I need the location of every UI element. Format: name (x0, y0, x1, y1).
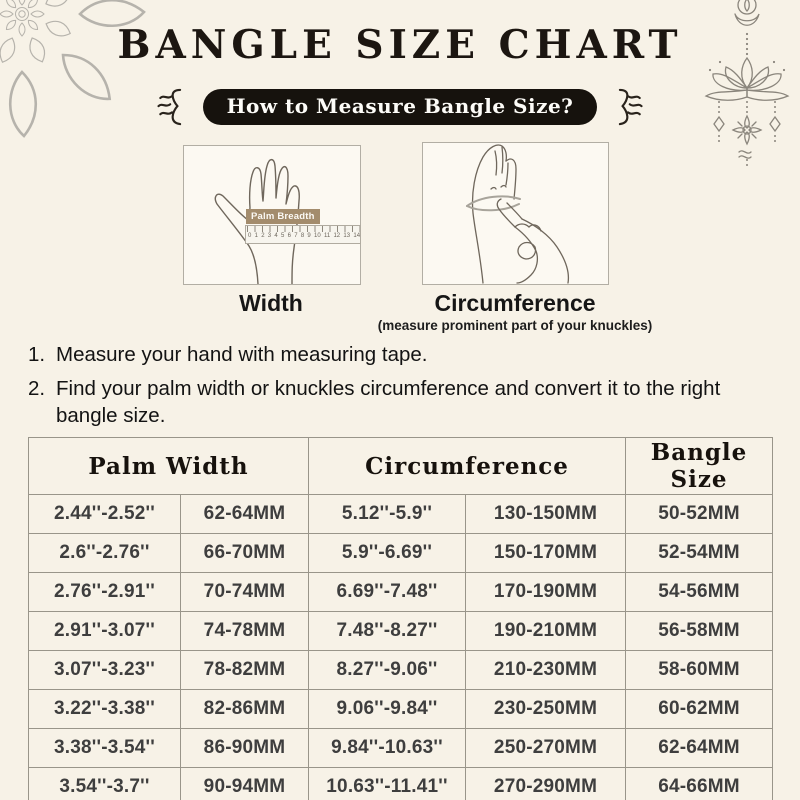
cell: 130-150MM (466, 495, 626, 534)
size-table (28, 437, 773, 800)
table-row (29, 768, 773, 800)
instruction-2 (28, 375, 776, 429)
table-row (29, 495, 773, 534)
cell: 5.12''-5.9'' (309, 495, 466, 534)
cell: 2.6''-2.76'' (29, 534, 181, 573)
col-header-circumference: Circumference (309, 438, 626, 495)
cell: 62-64MM (181, 495, 309, 534)
cell: 6.69''-7.48'' (309, 573, 466, 612)
hand-circumference-drawing-icon (423, 143, 608, 284)
cell: 86-90MM (181, 729, 309, 768)
circumference-caption-main: Circumference (434, 290, 596, 316)
cell: 2.76''-2.91'' (29, 573, 181, 612)
cell: 62-64MM (626, 729, 773, 768)
palm-breadth-label: Palm Breadth (246, 209, 320, 224)
instruction-1-text: Measure your hand with measuring tape. (56, 343, 428, 366)
cell: 2.44''-2.52'' (29, 495, 181, 534)
cell: 5.9''-6.69'' (309, 534, 466, 573)
instructions (28, 341, 776, 436)
table-header-row (29, 438, 773, 495)
cell: 7.48''-8.27'' (309, 612, 466, 651)
circumference-illustration (422, 142, 609, 285)
page-title: BANGLE SIZE CHART (117, 22, 683, 68)
cell: 9.84''-10.63'' (309, 729, 466, 768)
width-illustration (183, 145, 361, 285)
table-row (29, 534, 773, 573)
instruction-1 (28, 341, 776, 368)
cell: 250-270MM (466, 729, 626, 768)
cell: 9.06''-9.84'' (309, 690, 466, 729)
col-header-bangle-size: Bangle Size (626, 438, 773, 495)
cell: 60-62MM (626, 690, 773, 729)
cell: 2.91''-3.07'' (29, 612, 181, 651)
cell: 78-82MM (181, 651, 309, 690)
cell: 66-70MM (181, 534, 309, 573)
cell: 54-56MM (626, 573, 773, 612)
instruction-2-number: 2. (28, 377, 46, 401)
squiggle-left-icon (154, 86, 190, 128)
circumference-caption-sub: (measure prominent part of your knuckles) (377, 318, 653, 333)
ruler-numbers: 0 1 2 3 4 5 6 7 8 9 10 11 12 13 14 (248, 233, 361, 239)
table-row (29, 651, 773, 690)
table-row (29, 690, 773, 729)
table-row (29, 729, 773, 768)
col-header-palm-width: Palm Width (29, 438, 309, 495)
cell: 3.38''-3.54'' (29, 729, 181, 768)
cell: 70-74MM (181, 573, 309, 612)
width-caption: Width (239, 290, 303, 316)
cell: 3.22''-3.38'' (29, 690, 181, 729)
table-row (29, 612, 773, 651)
cell: 10.63''-11.41'' (309, 768, 466, 800)
cell: 150-170MM (466, 534, 626, 573)
ruler (245, 225, 361, 244)
cell: 210-230MM (466, 651, 626, 690)
table-row (29, 573, 773, 612)
badge-row (0, 86, 800, 128)
cell: 3.07''-3.23'' (29, 651, 181, 690)
cell: 8.27''-9.06'' (309, 651, 466, 690)
cell: 270-290MM (466, 768, 626, 800)
cell: 82-86MM (181, 690, 309, 729)
cell: 3.54''-3.7'' (29, 768, 181, 800)
circumference-caption (355, 290, 675, 333)
cell: 230-250MM (466, 690, 626, 729)
cell: 58-60MM (626, 651, 773, 690)
instruction-1-number: 1. (28, 343, 46, 366)
cell: 74-78MM (181, 612, 309, 651)
cell: 190-210MM (466, 612, 626, 651)
squiggle-right-icon (610, 86, 646, 128)
cell: 64-66MM (626, 768, 773, 800)
how-to-measure-badge: How to Measure Bangle Size? (203, 89, 598, 125)
cell: 170-190MM (466, 573, 626, 612)
instruction-2-text: Find your palm width or knuckles circumference and convert it to the right bangle size. (56, 377, 721, 428)
cell: 56-58MM (626, 612, 773, 651)
cell: 50-52MM (626, 495, 773, 534)
cell: 90-94MM (181, 768, 309, 800)
cell: 52-54MM (626, 534, 773, 573)
